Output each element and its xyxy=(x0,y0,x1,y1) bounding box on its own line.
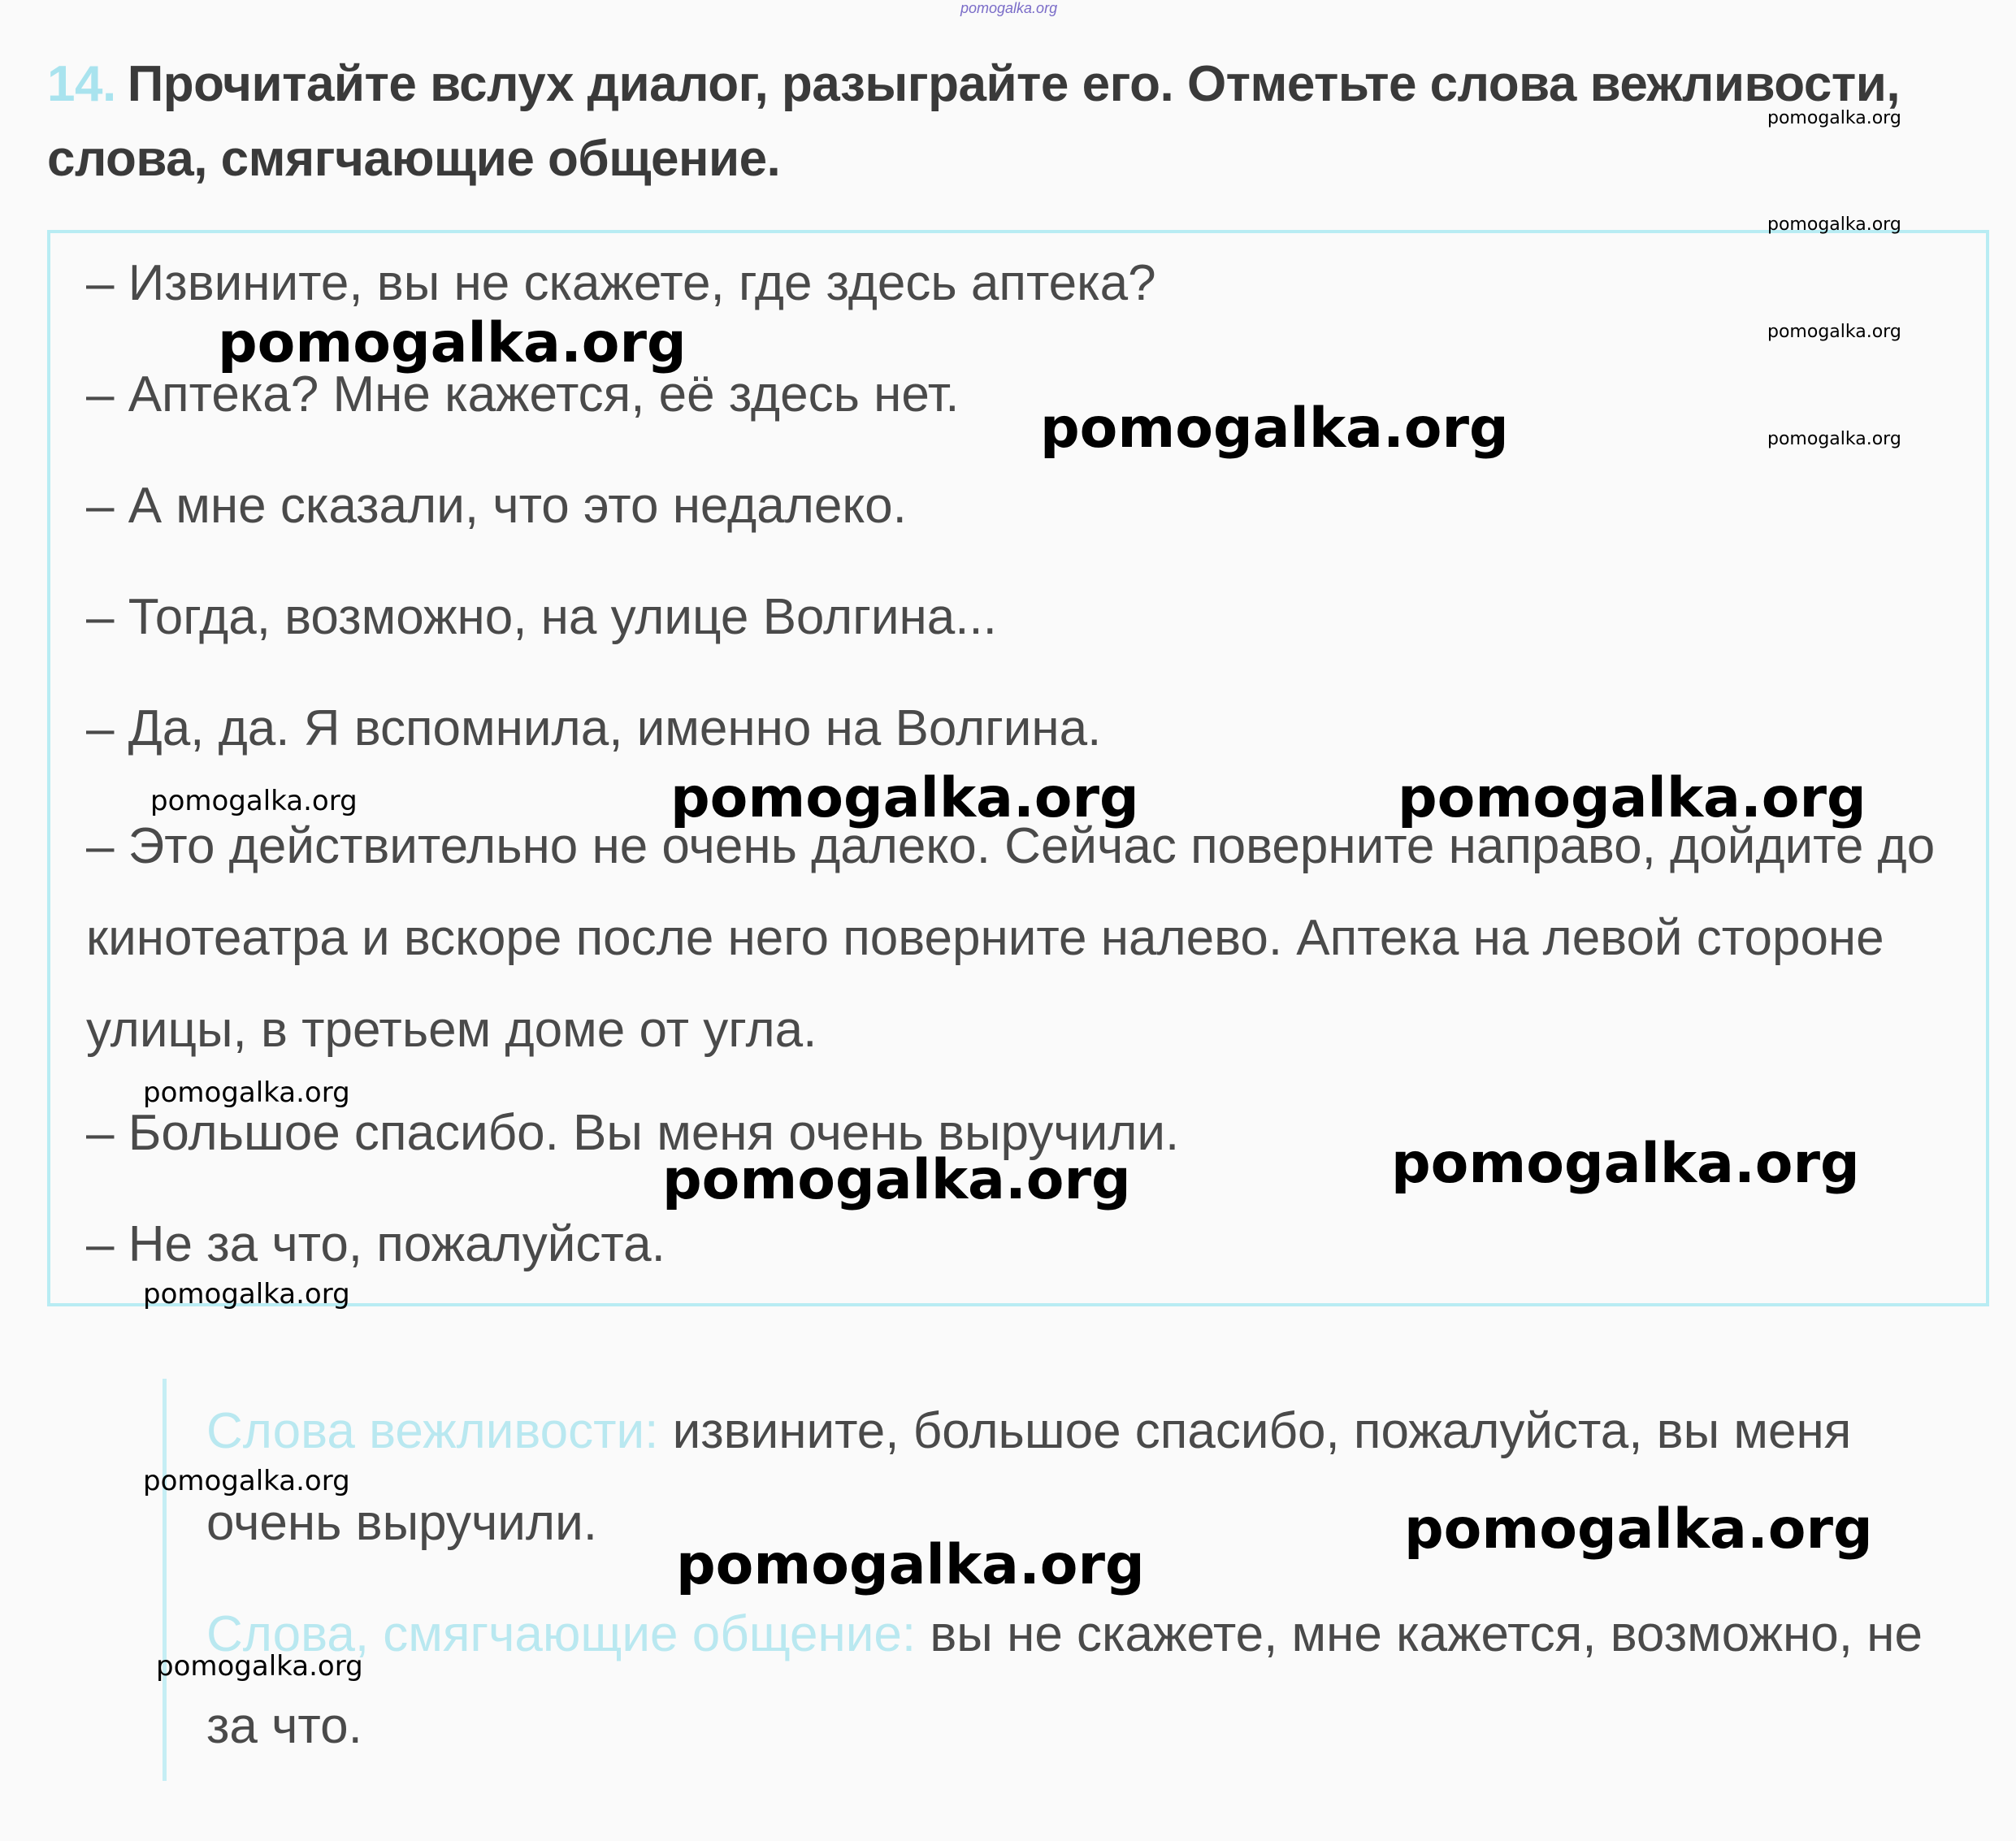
watermark: pomogalka.org xyxy=(662,1148,1131,1212)
watermark: pomogalka.org xyxy=(1767,214,1901,235)
top-watermark: pomogalka.org xyxy=(960,0,1058,16)
softening-text: вы не скажете, мне кажется, возможно, не за что. xyxy=(206,1606,1923,1754)
watermark: pomogalka.org xyxy=(1767,429,1901,449)
watermark: pomogalka.org xyxy=(143,1076,350,1109)
task-number: 14. xyxy=(47,56,116,112)
dialog-line-7: – Большое спасибо. Вы меня очень выручили. xyxy=(86,1105,1180,1161)
watermark: pomogalka.org xyxy=(150,785,358,817)
answer-softening xyxy=(206,1588,1953,1772)
watermark: pomogalka.org xyxy=(143,1278,350,1310)
watermark: pomogalka.org xyxy=(1404,1497,1873,1562)
watermark: pomogalka.org xyxy=(1398,766,1866,830)
watermark: pomogalka.org xyxy=(676,1533,1145,1597)
watermark: pomogalka.org xyxy=(1767,322,1901,342)
dialog-line-1: – Извините, вы не скажете, где здесь аптека? xyxy=(86,255,1156,311)
watermark: pomogalka.org xyxy=(218,311,687,375)
watermark: pomogalka.org xyxy=(143,1465,350,1497)
dialog-line-5: – Да, да. Я вспомнила, именно на Волгина. xyxy=(86,700,1102,756)
softening-label: Слова, смягчающие общение: xyxy=(206,1606,917,1662)
watermark: pomogalka.org xyxy=(1767,108,1901,128)
dialog-line-3: – А мне сказали, что это недалеко. xyxy=(86,478,907,534)
watermark: pomogalka.org xyxy=(1040,396,1509,461)
politeness-text: извините, большое спасибо, пожалуйста, вы меня очень выручили. xyxy=(206,1403,1852,1551)
task-text: Прочитайте вслух диалог, разыграйте его. Отметьте слова вежливости, слова, смягчающие общение. xyxy=(47,56,1901,187)
politeness-label: Слова вежливости: xyxy=(206,1403,659,1459)
dialog-line-2: – Аптека? Мне кажется, её здесь нет. xyxy=(86,366,960,422)
dialog-line-8: – Не за что, пожалуйста. xyxy=(86,1216,665,1272)
task-header xyxy=(47,47,1965,197)
watermark: pomogalka.org xyxy=(1391,1132,1860,1196)
answer-accent-bar xyxy=(163,1379,167,1781)
watermark: pomogalka.org xyxy=(670,766,1139,830)
dialog-line-4: – Тогда, возможно, на улице Волгина... xyxy=(86,589,997,645)
watermark: pomogalka.org xyxy=(156,1650,363,1683)
dialog-line-6: – Это действительно не очень далеко. Сейчас поверните направо, дойдите до кинотеатра и вскоре после него поверните налево. Аптека на левой стороне улицы, в третьем доме от угла. xyxy=(86,818,1936,1058)
